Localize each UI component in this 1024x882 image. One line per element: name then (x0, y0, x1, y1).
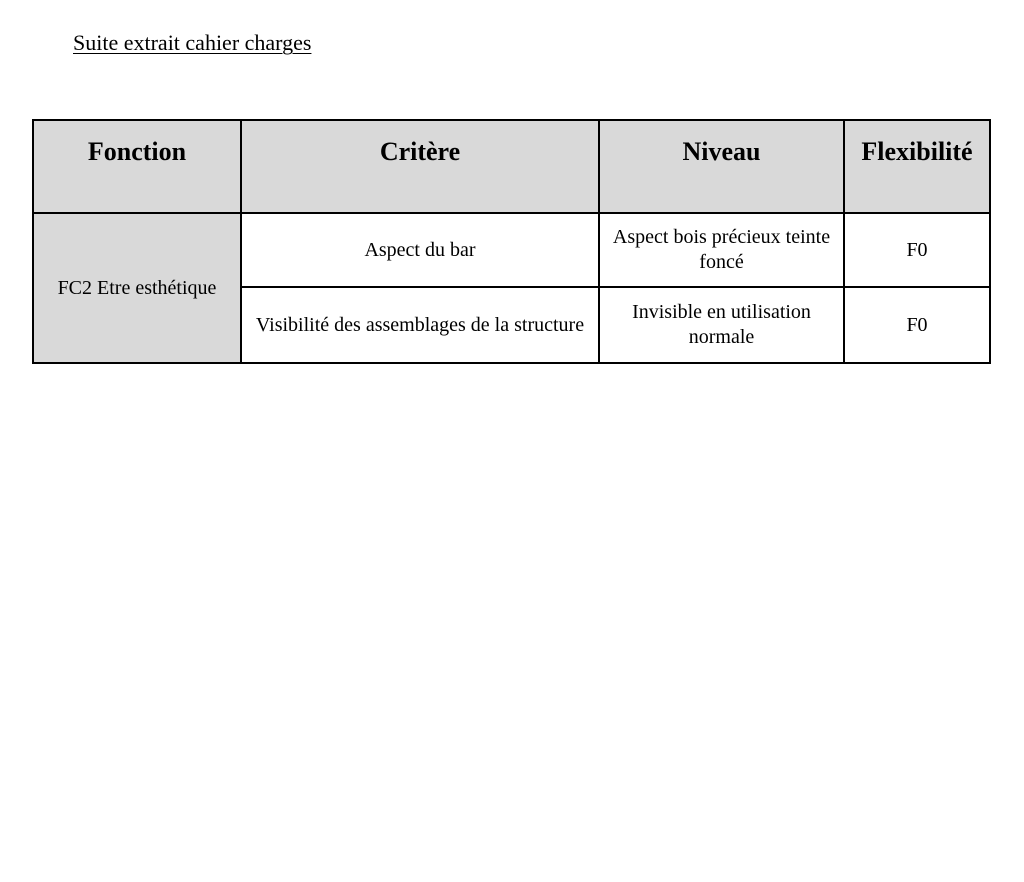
critere-cell: Aspect du bar (241, 213, 599, 287)
fonction-cell: FC2 Etre esthétique (33, 213, 241, 363)
flexibilite-cell: F0 (844, 213, 990, 287)
critere-cell: Visibilité des assemblages de la structure (241, 287, 599, 363)
header-critere: Critère (241, 120, 599, 213)
specification-table (32, 119, 991, 364)
header-niveau: Niveau (599, 120, 844, 213)
document-title: Suite extrait cahier charges (73, 30, 312, 55)
header-flexibilite: Flexibilité (844, 120, 990, 213)
niveau-cell: Invisible en utilisation normale (599, 287, 844, 363)
table-header-row (33, 120, 990, 213)
flexibilite-cell: F0 (844, 287, 990, 363)
table-row (33, 213, 990, 287)
niveau-cell: Aspect bois précieux teinte foncé (599, 213, 844, 287)
header-fonction: Fonction (33, 120, 241, 213)
